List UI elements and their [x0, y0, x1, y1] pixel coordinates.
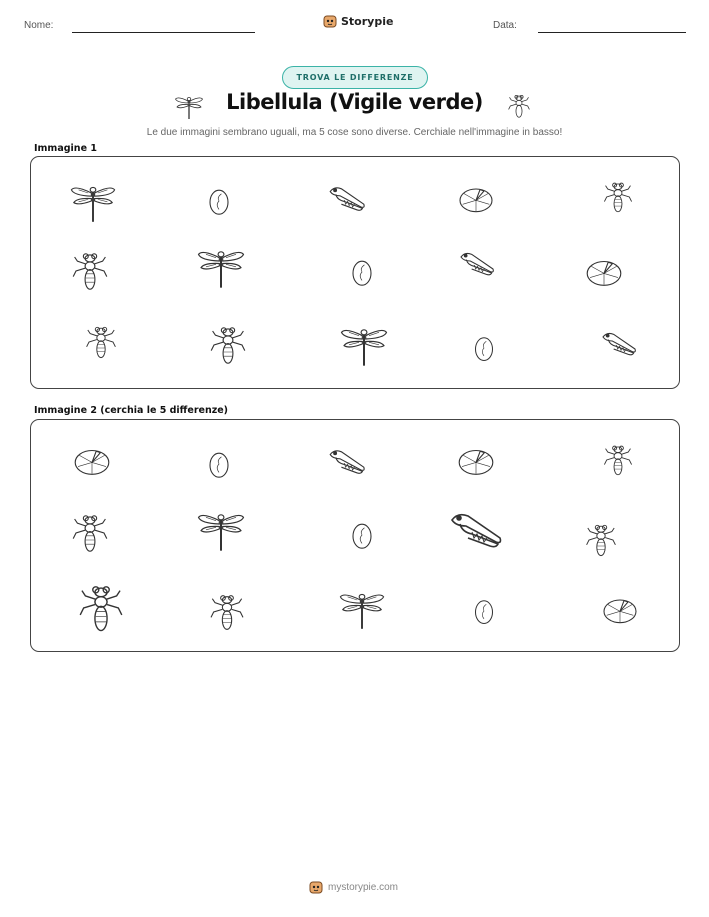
page-title: Libellula (Vigile verde)	[226, 90, 483, 114]
panel2-nymph-icon-r2-c5[interactable]	[583, 516, 619, 564]
panel1-jaw-icon-r1-c3	[324, 179, 370, 221]
panel1-nymph-icon-r2-c1	[69, 244, 111, 298]
panel2-egg-icon-r1-c2[interactable]	[201, 440, 237, 488]
name-label: Nome:	[24, 20, 54, 31]
panel1-dragonfly-icon-r1-c1	[67, 177, 119, 225]
panel1-dragonfly-icon-r3-c3	[336, 319, 392, 369]
footer-logo-icon	[309, 880, 323, 894]
panel2-dragonfly-icon-r3-c3[interactable]	[336, 584, 388, 632]
panel1-jaw-icon-r3-c5	[597, 325, 641, 365]
activity-badge: TROVA LE DIFFERENZE	[282, 66, 428, 89]
panel-image-1	[30, 156, 680, 389]
panel-image-2[interactable]	[30, 419, 680, 652]
brand-name: Storypie	[341, 14, 394, 28]
panel2-jaw-icon-r2-c4[interactable]	[443, 502, 509, 562]
title-nymph-icon	[506, 91, 532, 125]
panel2-lily-pad-icon-r3-c5[interactable]	[595, 590, 645, 630]
brand-logo	[323, 14, 393, 28]
date-label: Data:	[493, 20, 517, 31]
panel1-dragonfly-icon-r2-c2	[195, 241, 247, 291]
panel2-nymph-icon-r1-c5[interactable]	[601, 436, 635, 484]
instructions-text: Le due immagini sembrano uguali, ma 5 cose sono diverse. Cerchiale nell'immagine in basso!	[146, 127, 563, 138]
panel2-lily-pad-icon-r1-c1[interactable]	[67, 440, 117, 482]
panel2-egg-icon-r3-c4[interactable]	[467, 586, 501, 636]
storypie-logo-icon	[323, 14, 337, 28]
panel1-nymph-icon-r3-c2	[207, 319, 249, 371]
panel1-nymph-icon-r1-c5	[601, 173, 635, 221]
panel1-lily-pad-icon-r1-c4	[451, 179, 501, 219]
panel1-lily-pad-icon-r2-c5	[579, 251, 629, 293]
panel2-nymph-icon-r3-c2[interactable]	[207, 586, 247, 638]
panel-2-label: Immagine 2 (cerchia le 5 differenze)	[34, 405, 229, 416]
panel1-egg-icon-r2-c3	[344, 247, 380, 297]
name-field[interactable]	[72, 32, 255, 33]
panel2-egg-icon-r2-c3[interactable]	[344, 510, 380, 560]
panel2-dragonfly-icon-r2-c2[interactable]	[195, 504, 247, 554]
panel1-egg-icon-r1-c2	[201, 177, 237, 225]
footer-site: mystorypie.com	[328, 881, 399, 893]
panel2-nymph-icon-r3-c1[interactable]	[75, 572, 127, 644]
panel2-lily-pad-icon-r1-c4[interactable]	[451, 440, 501, 482]
date-field[interactable]	[538, 32, 686, 33]
panel2-jaw-icon-r1-c3[interactable]	[324, 442, 370, 484]
panel1-egg-icon-r3-c4	[467, 323, 501, 373]
footer	[309, 880, 398, 894]
panel2-nymph-icon-r2-c1[interactable]	[69, 508, 111, 558]
panel-1-label: Immagine 1	[34, 143, 97, 154]
panel1-nymph-icon-r3-c1	[83, 317, 119, 367]
panel1-jaw-icon-r2-c4	[453, 245, 501, 285]
